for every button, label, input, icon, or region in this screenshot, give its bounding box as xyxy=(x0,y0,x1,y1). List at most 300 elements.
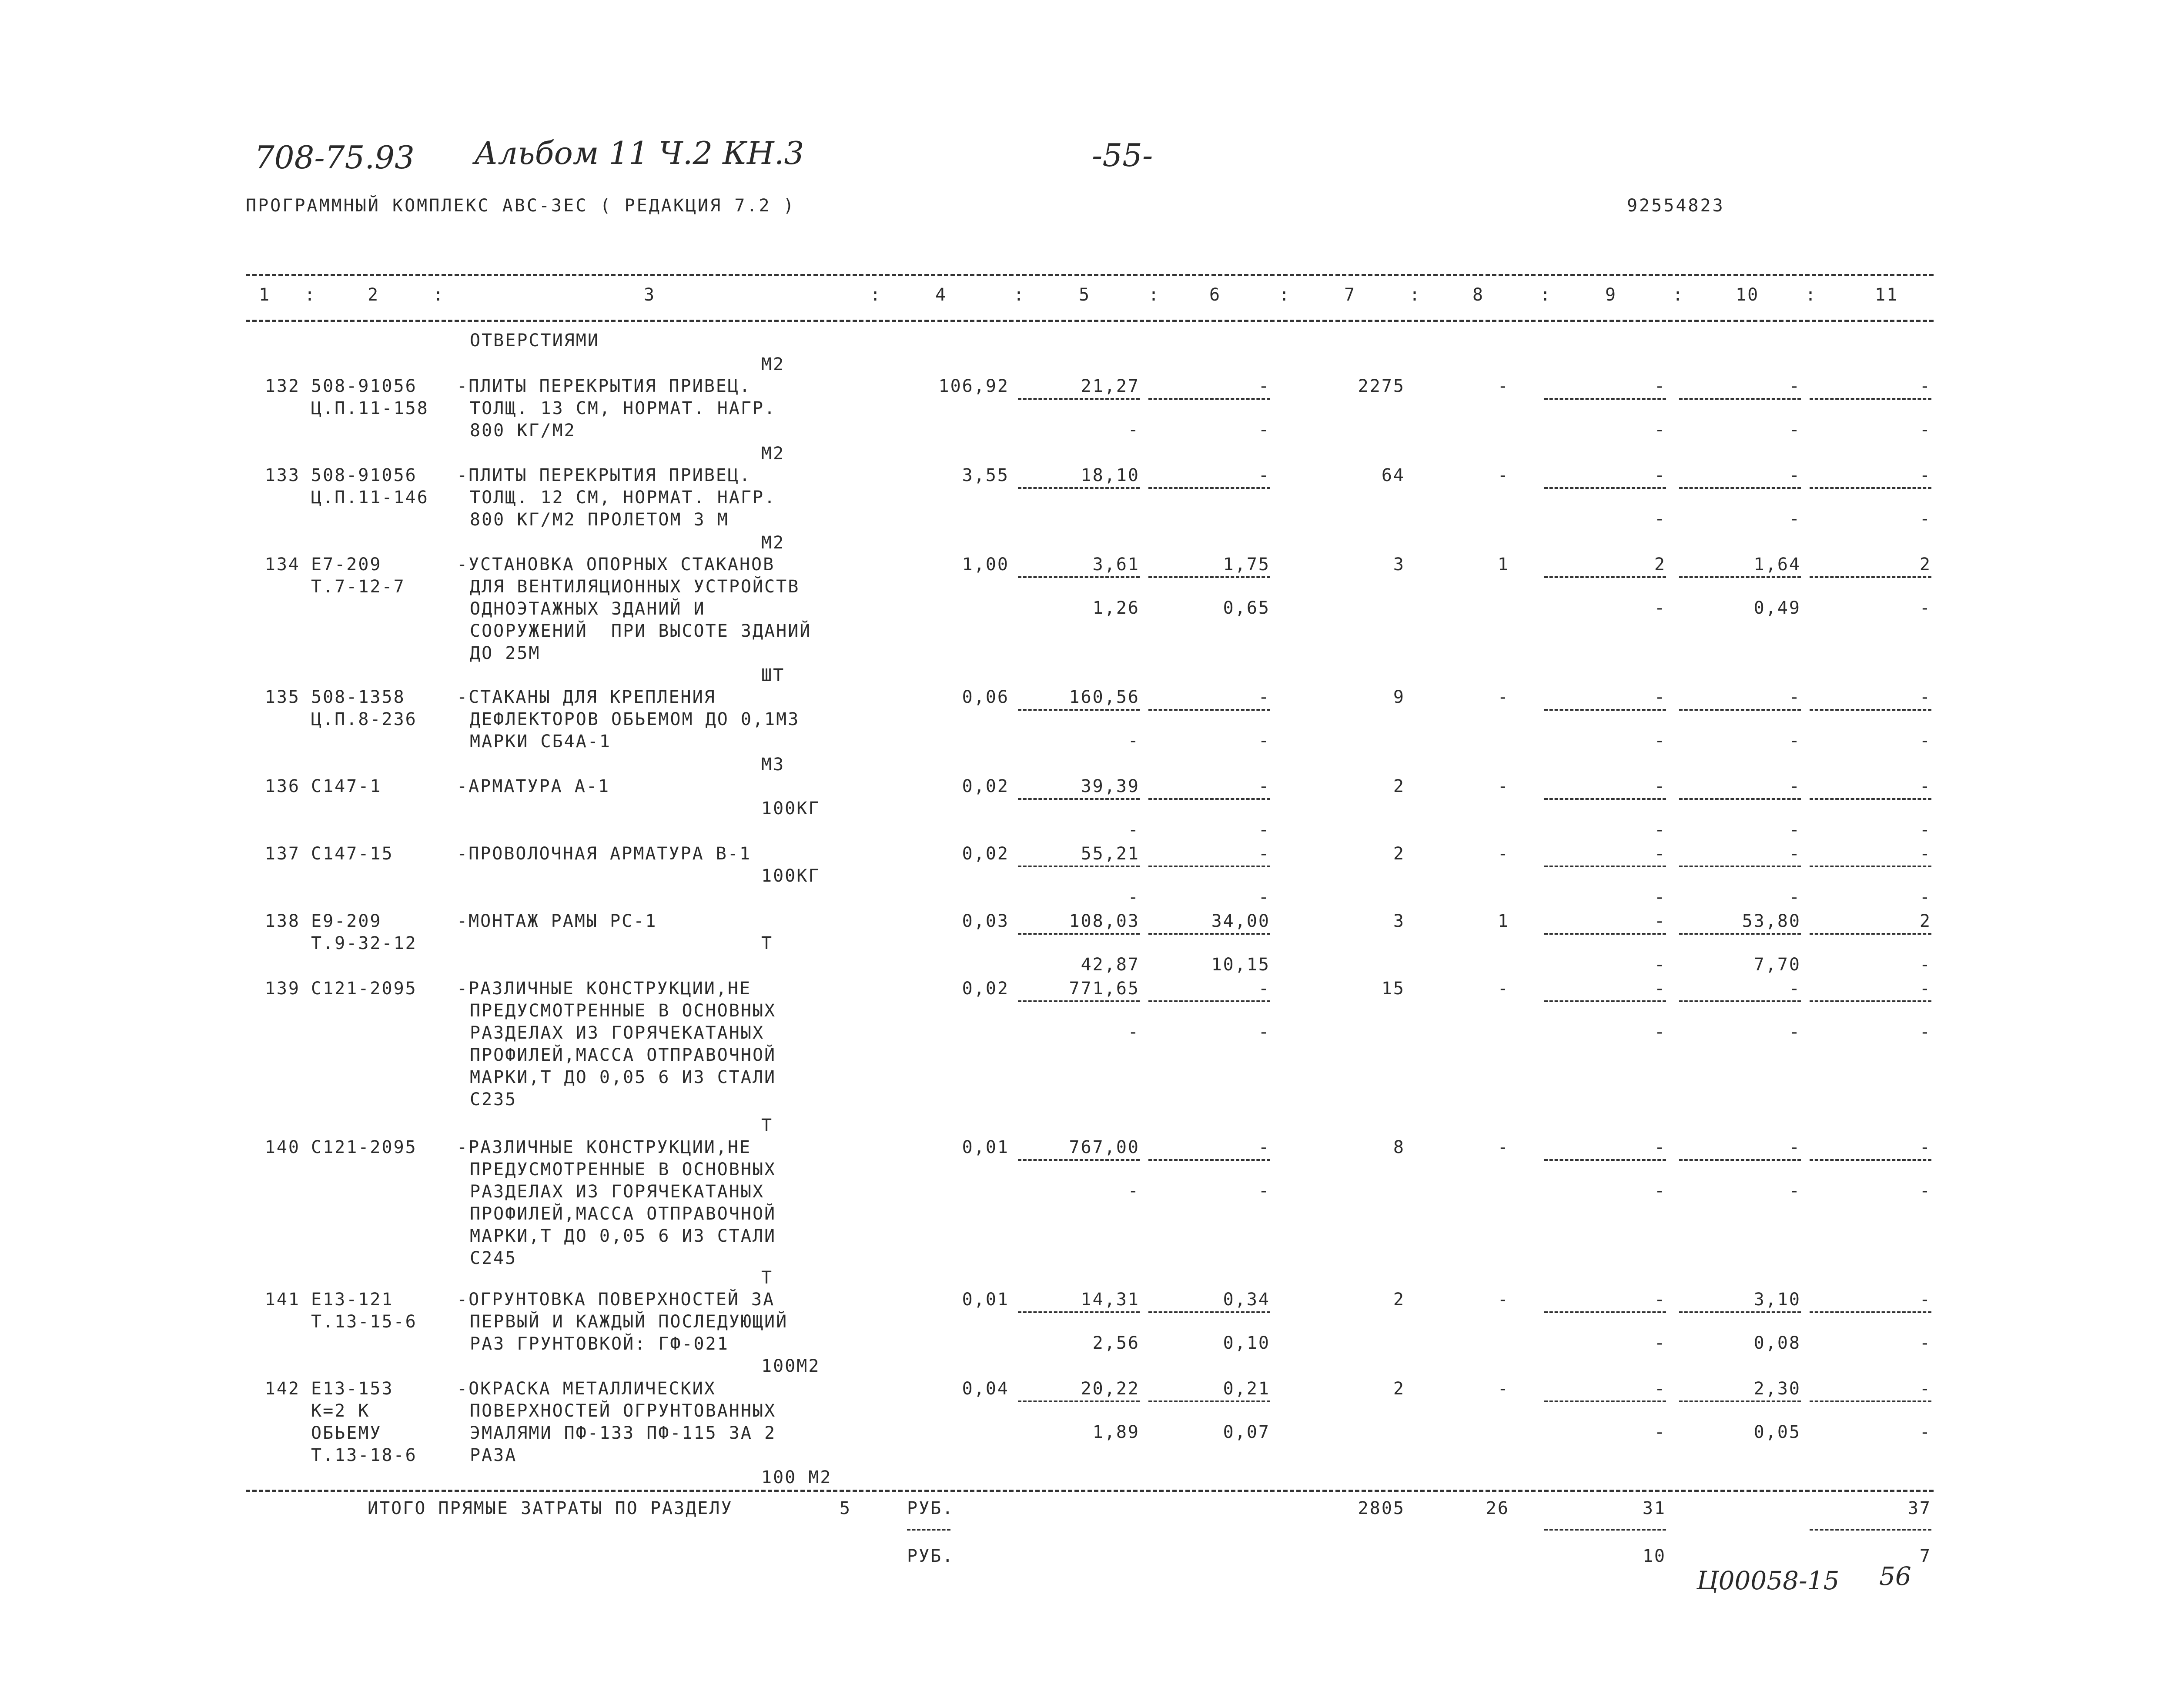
cell-c9: - xyxy=(1654,844,1666,864)
cell-c5b: 1,89 xyxy=(1092,1422,1140,1442)
program-header: ПРОГРАММНЫЙ КОМПЛЕКС АВС-3ЕС ( РЕДАКЦИЯ 7.2 ) xyxy=(246,196,796,216)
row-number: 142 xyxy=(264,1379,300,1399)
cell-c11: - xyxy=(1919,687,1931,707)
row-unit: М2 xyxy=(761,354,785,374)
row-code: Т.9-32-12 xyxy=(311,933,417,953)
cell-c10: - xyxy=(1789,844,1801,864)
cell-c7: 2275 xyxy=(1358,376,1405,396)
cell-c5b: - xyxy=(1128,731,1140,751)
cell-c11b: - xyxy=(1919,731,1931,751)
cell-c10b: - xyxy=(1789,820,1801,840)
row-description: СООРУЖЕНИЙ ПРИ ВЫСОТЕ ЗДАНИЙ xyxy=(470,621,812,641)
sub-rule xyxy=(1810,1159,1931,1161)
cell-c8: - xyxy=(1497,979,1509,999)
cell-c5: 160,56 xyxy=(1069,687,1140,707)
cell-c11: - xyxy=(1919,1290,1931,1310)
sub-rule xyxy=(1018,576,1140,578)
cell-c9b: - xyxy=(1654,1181,1666,1201)
cell-c4: 0,04 xyxy=(962,1379,1009,1399)
sub-rule xyxy=(1679,798,1801,800)
total-col9: 31 xyxy=(1642,1498,1666,1518)
cell-c4: 0,06 xyxy=(962,687,1009,707)
total-currency: РУБ. xyxy=(907,1498,954,1518)
cell-c10b: 0,08 xyxy=(1753,1333,1801,1353)
row-code: ОБЬЕМУ xyxy=(311,1423,382,1443)
row-number: 136 xyxy=(264,776,300,796)
row-number: 134 xyxy=(264,555,300,575)
column-header-5: 5 xyxy=(1079,285,1091,305)
cell-c11: - xyxy=(1919,776,1931,796)
column-header-10: 10 xyxy=(1736,285,1760,305)
sub-rule xyxy=(1148,1000,1270,1002)
cell-c8: - xyxy=(1497,376,1509,396)
sub-rule xyxy=(1810,933,1931,935)
cell-c6b: 0,07 xyxy=(1223,1422,1270,1442)
sub-rule xyxy=(1679,1000,1801,1002)
cell-c11: 2 xyxy=(1919,911,1931,931)
sub-rule xyxy=(1810,487,1931,489)
row-description: -ПЛИТЫ ПЕРЕКРЫТИЯ ПРИВЕЦ. xyxy=(457,465,752,485)
total-sub-rule xyxy=(907,1529,950,1531)
cell-c4: 0,01 xyxy=(962,1290,1009,1310)
cell-c6: - xyxy=(1258,979,1270,999)
cell-c8: 1 xyxy=(1497,555,1509,575)
cell-c10: 1,64 xyxy=(1753,555,1801,575)
cell-c9b: - xyxy=(1654,598,1666,618)
row-description: ДЛЯ ВЕНТИЛЯЦИОННЫХ УСТРОЙСТВ xyxy=(470,577,800,597)
row-code: Т.13-15-6 xyxy=(311,1312,417,1332)
sub-rule xyxy=(1810,709,1931,711)
column-separator: : xyxy=(433,285,445,305)
row-description: ДЕФЛЕКТОРОВ ОБЬЕМОМ ДО 0,1М3 xyxy=(470,709,800,729)
sub-rule xyxy=(1148,1311,1270,1313)
handwritten-page-number: -55- xyxy=(1092,137,1153,174)
cell-c4: 0,03 xyxy=(962,911,1009,931)
cell-c10: 2,30 xyxy=(1753,1379,1801,1399)
row-description: ТОЛЩ. 12 СМ, НОРМАТ. НАГР. xyxy=(470,488,776,508)
cell-c5b: - xyxy=(1128,1181,1140,1201)
column-separator: : xyxy=(1014,285,1026,305)
handwritten-album: Альбом 11 Ч.2 КН.3 xyxy=(474,135,804,171)
row-number: 140 xyxy=(264,1137,300,1157)
cell-c10: 3,10 xyxy=(1753,1290,1801,1310)
total-label: ИТОГО ПРЯМЫЕ ЗАТРАТЫ ПО РАЗДЕЛУ xyxy=(368,1498,733,1518)
sub-rule xyxy=(1018,1000,1140,1002)
total-sub-rule xyxy=(1544,1529,1666,1531)
cell-c9: - xyxy=(1654,1379,1666,1399)
row-code: 508-1358 xyxy=(311,687,405,707)
sub-rule xyxy=(1148,1159,1270,1161)
sub-rule xyxy=(1544,1400,1666,1402)
cell-c9b: - xyxy=(1654,887,1666,907)
row-number: 137 xyxy=(264,844,300,864)
cell-c6b: 0,65 xyxy=(1223,598,1270,618)
cell-c10b: 0,05 xyxy=(1753,1422,1801,1442)
column-separator: : xyxy=(1673,285,1685,305)
cell-c10: - xyxy=(1789,376,1801,396)
sub-rule xyxy=(1679,933,1801,935)
handwritten-footer-code: Ц00058-15 xyxy=(1696,1566,1840,1595)
sub-rule xyxy=(1544,1000,1666,1002)
sub-rule xyxy=(1810,866,1931,867)
cell-c11: - xyxy=(1919,844,1931,864)
document-number: 92554823 xyxy=(1627,196,1725,216)
cell-c7: 64 xyxy=(1381,465,1405,485)
row-unit: ШТ xyxy=(761,665,785,685)
cell-c11: - xyxy=(1919,465,1931,485)
cell-c6b: - xyxy=(1258,420,1270,440)
cell-c11b: - xyxy=(1919,1333,1931,1353)
cell-c5: 108,03 xyxy=(1069,911,1140,931)
cell-c5: 20,22 xyxy=(1081,1379,1140,1399)
cell-c10: 53,80 xyxy=(1742,911,1801,931)
sub-rule xyxy=(1018,866,1140,867)
total-col8: 26 xyxy=(1486,1498,1509,1518)
sub-rule xyxy=(1679,487,1801,489)
column-separator: : xyxy=(1540,285,1552,305)
cell-c10b: - xyxy=(1789,1181,1801,1201)
cell-c11: 2 xyxy=(1919,555,1931,575)
cell-c8: - xyxy=(1497,1137,1509,1157)
sub-rule xyxy=(1679,1311,1801,1313)
column-header-3: 3 xyxy=(644,285,656,305)
row-description: РАЗДЕЛАХ ИЗ ГОРЯЧЕКАТАНЫХ xyxy=(470,1182,765,1202)
cell-c6b: - xyxy=(1258,887,1270,907)
row-description: ДО 25М xyxy=(470,643,541,663)
cell-c9: - xyxy=(1654,687,1666,707)
row-number: 135 xyxy=(264,687,300,707)
cell-c10: - xyxy=(1789,1137,1801,1157)
cell-c11: - xyxy=(1919,376,1931,396)
total-sub-rule xyxy=(1810,1529,1931,1531)
row-code: Т.13-18-6 xyxy=(311,1445,417,1465)
cell-c6b: 10,15 xyxy=(1211,955,1270,975)
row-description: ПРЕДУСМОТРЕННЫЕ В ОСНОВНЫХ xyxy=(470,1001,776,1021)
cell-c6: - xyxy=(1258,687,1270,707)
cell-c9b: - xyxy=(1654,1022,1666,1042)
cell-c5: 21,27 xyxy=(1081,376,1140,396)
sub-rule xyxy=(1810,1400,1931,1402)
row-unit-secondary: Т xyxy=(761,933,773,953)
row-description: -МОНТАЖ РАМЫ РС-1 xyxy=(457,911,657,931)
sub-rule xyxy=(1679,1400,1801,1402)
sub-rule xyxy=(1018,933,1140,935)
cell-c6: 0,34 xyxy=(1223,1290,1270,1310)
row-description: -РАЗЛИЧНЫЕ КОНСТРУКЦИИ,НЕ xyxy=(457,1137,752,1157)
row-description: ОДНОЭТАЖНЫХ ЗДАНИЙ И xyxy=(470,599,706,619)
row-code: Е9-209 xyxy=(311,911,382,931)
cell-c7: 9 xyxy=(1393,687,1405,707)
row-description: -ПРОВОЛОЧНАЯ АРМАТУРА В-1 xyxy=(457,844,752,864)
column-header-2: 2 xyxy=(368,285,380,305)
cell-c9: 2 xyxy=(1654,555,1666,575)
column-separator: : xyxy=(870,285,882,305)
row-code: К=2 К xyxy=(311,1401,370,1421)
cell-c6: 1,75 xyxy=(1223,555,1270,575)
total-col11: 37 xyxy=(1907,1498,1931,1518)
cell-c10b: - xyxy=(1789,509,1801,529)
row-code: Е13-121 xyxy=(311,1290,394,1310)
cell-c11b: - xyxy=(1919,955,1931,975)
sub-rule xyxy=(1018,709,1140,711)
cell-c8: - xyxy=(1497,1379,1509,1399)
row-number: 139 xyxy=(264,979,300,999)
cell-c7: 2 xyxy=(1393,1290,1405,1310)
cell-c5b: 42,87 xyxy=(1081,955,1140,975)
row-description: ПРОФИЛЕЙ,МАССА ОТПРАВОЧНОЙ xyxy=(470,1204,776,1224)
cell-c7: 3 xyxy=(1393,911,1405,931)
row-description: РАЗДЕЛАХ ИЗ ГОРЯЧЕКАТАНЫХ xyxy=(470,1023,765,1043)
cell-c5: 3,61 xyxy=(1092,555,1140,575)
handwritten-doc-code: 708-75.93 xyxy=(254,139,415,176)
cell-c5b: - xyxy=(1128,1022,1140,1042)
sub-rule xyxy=(1148,487,1270,489)
sub-rule xyxy=(1018,798,1140,800)
row-code: 508-91056 xyxy=(311,376,417,396)
cell-c11: - xyxy=(1919,1379,1931,1399)
row-description: ПЕРВЫЙ И КАЖДЫЙ ПОСЛЕДУЮЩИЙ xyxy=(470,1312,788,1332)
sub-rule xyxy=(1544,933,1666,935)
cell-c6: 34,00 xyxy=(1211,911,1270,931)
cell-c5b: - xyxy=(1128,887,1140,907)
row-code: Ц.П.11-158 xyxy=(311,398,429,418)
row-description: -СТАКАНЫ ДЛЯ КРЕПЛЕНИЯ xyxy=(457,687,716,707)
column-separator: : xyxy=(1409,285,1422,305)
cell-c5: 771,65 xyxy=(1069,979,1140,999)
column-header-8: 8 xyxy=(1472,285,1485,305)
cell-c9b: - xyxy=(1654,1422,1666,1442)
cell-c11b: - xyxy=(1919,598,1931,618)
cell-c7: 2 xyxy=(1393,844,1405,864)
cell-c9: - xyxy=(1654,1290,1666,1310)
cell-c4: 0,01 xyxy=(962,1137,1009,1157)
column-separator: : xyxy=(1148,285,1161,305)
sub-rule xyxy=(1810,798,1931,800)
sub-rule xyxy=(1679,1159,1801,1161)
row-unit: М2 xyxy=(761,444,785,464)
row-description: 800 КГ/М2 ПРОЛЕТОМ 3 М xyxy=(470,510,729,530)
cell-c6: - xyxy=(1258,776,1270,796)
sub-rule xyxy=(1544,1311,1666,1313)
sub-rule xyxy=(1148,398,1270,400)
row-description: С235 xyxy=(470,1090,517,1110)
sub-rule xyxy=(1544,487,1666,489)
cell-c9b: - xyxy=(1654,820,1666,840)
sub-rule xyxy=(1544,709,1666,711)
cell-c9b: - xyxy=(1654,1333,1666,1353)
cell-c10b: - xyxy=(1789,420,1801,440)
row-code: Ц.П.8-236 xyxy=(311,709,417,729)
row-code: С147-1 xyxy=(311,776,382,796)
cell-c6: 0,21 xyxy=(1223,1379,1270,1399)
cell-c6: - xyxy=(1258,465,1270,485)
row-unit: Т xyxy=(761,1268,773,1288)
cell-c6b: - xyxy=(1258,1181,1270,1201)
sub-rule xyxy=(1148,709,1270,711)
cell-c8: - xyxy=(1497,776,1509,796)
sub-rule xyxy=(1544,398,1666,400)
cell-c4: 1,00 xyxy=(962,555,1009,575)
row-code: С121-2095 xyxy=(311,979,417,999)
cell-c11: - xyxy=(1919,979,1931,999)
row-description: -ПЛИТЫ ПЕРЕКРЫТИЯ ПРИВЕЦ. xyxy=(457,376,752,396)
row-description: -УСТАНОВКА ОПОРНЫХ СТАКАНОВ xyxy=(457,555,775,575)
cell-c10: - xyxy=(1789,687,1801,707)
cell-c10: - xyxy=(1789,465,1801,485)
cell-c6: - xyxy=(1258,1137,1270,1157)
row-code: С121-2095 xyxy=(311,1137,417,1157)
row-description: ПРЕДУСМОТРЕННЫЕ В ОСНОВНЫХ xyxy=(470,1160,776,1180)
row-description: МАРКИ СБ4А-1 xyxy=(470,732,611,752)
total-col9-secondary: 10 xyxy=(1642,1546,1666,1566)
sub-rule xyxy=(1018,398,1140,400)
cell-c8: 1 xyxy=(1497,911,1509,931)
cell-c8: - xyxy=(1497,1290,1509,1310)
cell-c7: 3 xyxy=(1393,555,1405,575)
pre-unit-text: ОТВЕРСТИЯМИ xyxy=(470,331,599,351)
cell-c7: 2 xyxy=(1393,1379,1405,1399)
cell-c5b: - xyxy=(1128,420,1140,440)
cell-c9b: - xyxy=(1654,420,1666,440)
row-description: МАРКИ,Т ДО 0,05 6 ИЗ СТАЛИ xyxy=(470,1226,776,1246)
cell-c6b: - xyxy=(1258,731,1270,751)
cell-c6b: 0,10 xyxy=(1223,1333,1270,1353)
cell-c7: 15 xyxy=(1381,979,1405,999)
row-code: Т.7-12-7 xyxy=(311,577,405,597)
cell-c9b: - xyxy=(1654,731,1666,751)
cell-c10: - xyxy=(1789,776,1801,796)
sub-rule xyxy=(1018,1159,1140,1161)
cell-c7: 2 xyxy=(1393,776,1405,796)
column-separator: : xyxy=(1805,285,1817,305)
row-unit-secondary: 100М2 xyxy=(761,1356,820,1376)
sub-rule xyxy=(1148,798,1270,800)
cell-c9b: - xyxy=(1654,509,1666,529)
cell-c5b: 2,56 xyxy=(1092,1333,1140,1353)
cell-c11b: - xyxy=(1919,1181,1931,1201)
row-description: ЭМАЛЯМИ ПФ-133 ПФ-115 ЗА 2 xyxy=(470,1423,776,1443)
row-code: Е13-153 xyxy=(311,1379,394,1399)
cell-c5: 14,31 xyxy=(1081,1290,1140,1310)
table-header-rule xyxy=(246,320,1934,322)
cell-c10b: - xyxy=(1789,1022,1801,1042)
column-header-7: 7 xyxy=(1344,285,1356,305)
row-description: С245 xyxy=(470,1248,517,1268)
cell-c5: 55,21 xyxy=(1081,844,1140,864)
total-col11-secondary: 7 xyxy=(1919,1546,1931,1566)
sub-rule xyxy=(1148,1400,1270,1402)
sub-rule xyxy=(1018,1400,1140,1402)
cell-c11b: - xyxy=(1919,1022,1931,1042)
total-col7: 2805 xyxy=(1358,1498,1405,1518)
cell-c9: - xyxy=(1654,1137,1666,1157)
sub-rule xyxy=(1544,866,1666,867)
row-description: 800 КГ/М2 xyxy=(470,421,576,441)
cell-c6b: - xyxy=(1258,1022,1270,1042)
sub-rule xyxy=(1679,398,1801,400)
table-top-rule xyxy=(246,274,1934,276)
sub-rule xyxy=(1544,798,1666,800)
cell-c4: 3,55 xyxy=(962,465,1009,485)
cell-c6: - xyxy=(1258,376,1270,396)
row-description: ТОЛЩ. 13 СМ, НОРМАТ. НАГР. xyxy=(470,398,776,418)
cell-c10b: - xyxy=(1789,887,1801,907)
handwritten-footer-page: 56 xyxy=(1879,1561,1911,1591)
column-header-9: 9 xyxy=(1605,285,1617,305)
cell-c9: - xyxy=(1654,465,1666,485)
cell-c9: - xyxy=(1654,911,1666,931)
sub-rule xyxy=(1018,1311,1140,1313)
cell-c8: - xyxy=(1497,465,1509,485)
table-bottom-rule xyxy=(246,1490,1934,1492)
row-code: С147-15 xyxy=(311,844,394,864)
column-header-1: 1 xyxy=(259,285,271,305)
row-unit: Т xyxy=(761,1116,773,1136)
column-header-4: 4 xyxy=(935,285,947,305)
row-description: РАЗА xyxy=(470,1445,517,1465)
row-description: ПОВЕРХНОСТЕЙ ОГРУНТОВАННЫХ xyxy=(470,1401,776,1421)
row-number: 133 xyxy=(264,465,300,485)
cell-c5: 39,39 xyxy=(1081,776,1140,796)
sub-rule xyxy=(1544,1159,1666,1161)
sub-rule xyxy=(1810,398,1931,400)
sub-rule xyxy=(1148,933,1270,935)
cell-c5b: - xyxy=(1128,820,1140,840)
row-description: -РАЗЛИЧНЫЕ КОНСТРУКЦИИ,НЕ xyxy=(457,979,752,999)
row-number: 141 xyxy=(264,1290,300,1310)
cell-c11b: - xyxy=(1919,820,1931,840)
sub-rule xyxy=(1544,576,1666,578)
row-unit-secondary: 100КГ xyxy=(761,799,820,819)
row-code: Е7-209 xyxy=(311,555,382,575)
cell-c10: - xyxy=(1789,979,1801,999)
cell-c11b: - xyxy=(1919,509,1931,529)
row-code: Ц.П.11-146 xyxy=(311,488,429,508)
cell-c6: - xyxy=(1258,844,1270,864)
column-header-6: 6 xyxy=(1209,285,1221,305)
row-description: -ОГРУНТОВКА ПОВЕРХНОСТЕЙ ЗА xyxy=(457,1290,775,1310)
sub-rule xyxy=(1679,709,1801,711)
cell-c10b: 0,49 xyxy=(1753,598,1801,618)
cell-c8: - xyxy=(1497,844,1509,864)
sub-rule xyxy=(1018,487,1140,489)
sub-rule xyxy=(1679,866,1801,867)
row-code: 508-91056 xyxy=(311,465,417,485)
cell-c11b: - xyxy=(1919,1422,1931,1442)
cell-c5: 767,00 xyxy=(1069,1137,1140,1157)
row-unit-secondary: 100 М2 xyxy=(761,1467,832,1487)
column-header-11: 11 xyxy=(1875,285,1899,305)
column-separator: : xyxy=(1279,285,1291,305)
cell-c5: 18,10 xyxy=(1081,465,1140,485)
total-currency-2: РУБ. xyxy=(907,1546,954,1566)
row-description: -АРМАТУРА А-1 xyxy=(457,776,610,796)
row-unit: М3 xyxy=(761,755,785,775)
sub-rule xyxy=(1148,576,1270,578)
row-description: -ОКРАСКА МЕТАЛЛИЧЕСКИХ xyxy=(457,1379,716,1399)
cell-c11b: - xyxy=(1919,887,1931,907)
column-separator: : xyxy=(304,285,317,305)
sub-rule xyxy=(1148,866,1270,867)
cell-c5b: 1,26 xyxy=(1092,598,1140,618)
cell-c9: - xyxy=(1654,376,1666,396)
cell-c8: - xyxy=(1497,687,1509,707)
cell-c9: - xyxy=(1654,776,1666,796)
cell-c6b: - xyxy=(1258,820,1270,840)
cell-c11: - xyxy=(1919,1137,1931,1157)
cell-c4: 106,92 xyxy=(938,376,1009,396)
total-section: 5 xyxy=(840,1498,852,1518)
